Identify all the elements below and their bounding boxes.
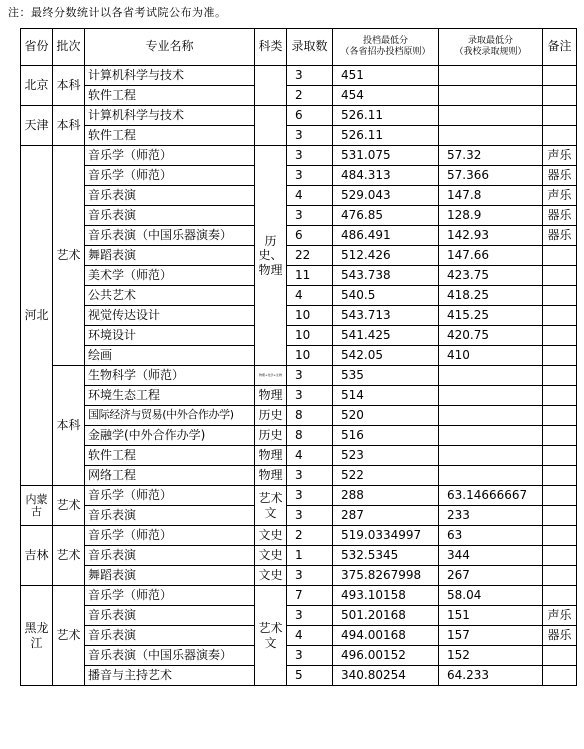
min-score-cell: 520 (333, 406, 439, 426)
table-row (21, 506, 577, 526)
remark-cell (543, 366, 577, 386)
table-row (21, 526, 577, 546)
min-score-cell: 526.11 (333, 106, 439, 126)
major-cell: 网络工程 (85, 466, 255, 486)
header-province: 省份 (21, 29, 53, 66)
admit-score-cell (439, 466, 543, 486)
remark-cell (543, 346, 577, 366)
count-cell: 3 (287, 146, 333, 166)
header-min-score-sub: （各省招办投档原则） (340, 47, 431, 57)
major-cell: 音乐表演（中国乐器演奏） (85, 646, 255, 666)
major-cell: 音乐学（师范） (85, 486, 255, 506)
count-cell: 3 (287, 486, 333, 506)
min-score-cell: 540.5 (333, 286, 439, 306)
count-cell: 1 (287, 546, 333, 566)
admit-score-cell: 415.25 (439, 306, 543, 326)
major-cell: 音乐学（师范） (85, 586, 255, 606)
remark-cell (543, 486, 577, 506)
batch-cell: 本科 (53, 366, 85, 486)
table-row (21, 106, 577, 126)
remark-cell: 器乐 (543, 166, 577, 186)
table-row (21, 626, 577, 646)
remark-cell: 声乐 (543, 186, 577, 206)
subject-cell: 物理 (255, 386, 287, 406)
min-score-cell: 543.738 (333, 266, 439, 286)
remark-cell (543, 566, 577, 586)
major-cell: 计算机科学与技术 (85, 66, 255, 86)
remark-cell (543, 306, 577, 326)
remark-cell (543, 526, 577, 546)
batch-cell: 艺术 (53, 586, 85, 686)
table-row (21, 206, 577, 226)
min-score-cell: 375.8267998 (333, 566, 439, 586)
subject-cell: 历史 (255, 426, 287, 446)
count-cell: 3 (287, 366, 333, 386)
admit-score-cell (439, 446, 543, 466)
min-score-cell: 516 (333, 426, 439, 446)
remark-cell (543, 586, 577, 606)
admit-score-cell: 58.04 (439, 586, 543, 606)
major-cell: 环境生态工程 (85, 386, 255, 406)
batch-cell: 艺术 (53, 486, 85, 526)
count-cell: 3 (287, 646, 333, 666)
count-cell: 7 (287, 586, 333, 606)
admission-score-table (20, 28, 577, 686)
province-cell-tianjin: 天津 (21, 106, 53, 146)
remark-cell: 器乐 (543, 626, 577, 646)
remark-cell (543, 426, 577, 446)
min-score-cell: 541.425 (333, 326, 439, 346)
header-row (21, 29, 577, 66)
min-score-cell: 523 (333, 446, 439, 466)
remark-cell (543, 286, 577, 306)
table-row (21, 126, 577, 146)
major-cell: 软件工程 (85, 86, 255, 106)
admit-score-cell (439, 66, 543, 86)
admit-score-cell: 147.8 (439, 186, 543, 206)
header-admit-score (439, 29, 543, 66)
header-min-score (333, 29, 439, 66)
remark-cell (543, 86, 577, 106)
count-cell: 3 (287, 206, 333, 226)
major-cell: 环境设计 (85, 326, 255, 346)
batch-cell: 艺术 (53, 526, 85, 586)
remark-cell (543, 546, 577, 566)
remark-cell (543, 406, 577, 426)
admit-score-cell: 147.66 (439, 246, 543, 266)
admit-score-cell (439, 406, 543, 426)
admit-score-cell: 63 (439, 526, 543, 546)
admit-score-cell (439, 86, 543, 106)
table-row (21, 186, 577, 206)
major-cell: 音乐学（师范） (85, 146, 255, 166)
count-cell: 3 (287, 506, 333, 526)
remark-cell: 器乐 (543, 206, 577, 226)
major-cell: 音乐表演 (85, 546, 255, 566)
remark-cell (543, 266, 577, 286)
major-cell: 音乐学（师范） (85, 526, 255, 546)
min-score-cell: 451 (333, 66, 439, 86)
admit-score-cell: 142.93 (439, 226, 543, 246)
count-cell: 3 (287, 566, 333, 586)
table-row (21, 246, 577, 266)
major-cell: 视觉传达设计 (85, 306, 255, 326)
major-cell: 播音与主持艺术 (85, 666, 255, 686)
batch-cell: 本科 (53, 106, 85, 146)
table-row (21, 406, 577, 426)
remark-cell (543, 386, 577, 406)
table-row (21, 146, 577, 166)
major-cell: 舞蹈表演 (85, 566, 255, 586)
min-score-cell: 494.00168 (333, 626, 439, 646)
table-row (21, 286, 577, 306)
admit-score-cell (439, 106, 543, 126)
major-cell: 计算机科学与技术 (85, 106, 255, 126)
remark-cell (543, 106, 577, 126)
admit-score-cell (439, 386, 543, 406)
admit-score-cell: 152 (439, 646, 543, 666)
count-cell: 2 (287, 526, 333, 546)
remark-cell (543, 466, 577, 486)
count-cell: 3 (287, 126, 333, 146)
min-score-cell: 531.075 (333, 146, 439, 166)
subject-cell (255, 66, 287, 106)
subject-cell: 物理 (255, 446, 287, 466)
count-cell: 3 (287, 386, 333, 406)
min-score-cell: 287 (333, 506, 439, 526)
remark-cell (543, 646, 577, 666)
min-score-cell: 514 (333, 386, 439, 406)
table-row (21, 346, 577, 366)
province-cell-hebei: 河北 (21, 146, 53, 486)
count-cell: 3 (287, 466, 333, 486)
subject-cell: 历史、物理 (255, 146, 287, 366)
header-remark: 备注 (543, 29, 577, 66)
batch-cell: 本科 (53, 66, 85, 106)
table-row (21, 166, 577, 186)
subject-cell: 艺术文 (255, 586, 287, 686)
admit-score-cell: 64.233 (439, 666, 543, 686)
major-cell: 音乐表演（中国乐器演奏） (85, 226, 255, 246)
table-row (21, 586, 577, 606)
min-score-cell: 529.043 (333, 186, 439, 206)
min-score-cell: 543.713 (333, 306, 439, 326)
header-batch: 批次 (53, 29, 85, 66)
count-cell: 5 (287, 666, 333, 686)
remark-cell (543, 446, 577, 466)
admit-score-cell: 410 (439, 346, 543, 366)
count-cell: 6 (287, 226, 333, 246)
admit-score-cell: 128.9 (439, 206, 543, 226)
subject-cell (255, 106, 287, 146)
header-admit-score-sub: （我校录取规则） (454, 47, 527, 57)
remark-cell: 器乐 (543, 226, 577, 246)
table-row (21, 66, 577, 86)
admit-score-cell: 63.14666667 (439, 486, 543, 506)
count-cell: 4 (287, 186, 333, 206)
remark-cell (543, 246, 577, 266)
subject-cell: 文史 (255, 546, 287, 566)
major-cell: 软件工程 (85, 446, 255, 466)
table-row (21, 486, 577, 506)
table-row (21, 606, 577, 626)
admit-score-cell: 420.75 (439, 326, 543, 346)
table-row (21, 566, 577, 586)
major-cell: 音乐表演 (85, 606, 255, 626)
province-cell-heilongjiang: 黑龙江 (21, 586, 53, 686)
admit-score-cell: 267 (439, 566, 543, 586)
min-score-cell: 542.05 (333, 346, 439, 366)
remark-cell (543, 506, 577, 526)
table-row (21, 306, 577, 326)
major-cell: 音乐学（师范） (85, 166, 255, 186)
min-score-cell: 486.491 (333, 226, 439, 246)
remark-cell (543, 66, 577, 86)
major-cell: 公共艺术 (85, 286, 255, 306)
min-score-cell: 501.20168 (333, 606, 439, 626)
count-cell: 3 (287, 66, 333, 86)
table-row (21, 266, 577, 286)
min-score-cell: 496.00152 (333, 646, 439, 666)
count-cell: 3 (287, 166, 333, 186)
remark-cell (543, 126, 577, 146)
min-score-cell: 522 (333, 466, 439, 486)
min-score-cell: 484.313 (333, 166, 439, 186)
subject-cell: 文史 (255, 566, 287, 586)
table-row (21, 226, 577, 246)
header-admit-score-title: 录取最低分 (467, 35, 513, 46)
major-cell: 金融学(中外合作办学) (85, 426, 255, 446)
subject-cell: 历史 (255, 406, 287, 426)
province-cell-neimenggu: 内蒙古 (21, 486, 53, 526)
min-score-cell: 532.5345 (333, 546, 439, 566)
table-row (21, 326, 577, 346)
remark-cell (543, 326, 577, 346)
count-cell: 10 (287, 346, 333, 366)
admit-score-cell (439, 366, 543, 386)
table-row (21, 86, 577, 106)
min-score-cell: 454 (333, 86, 439, 106)
count-cell: 4 (287, 626, 333, 646)
count-cell: 4 (287, 446, 333, 466)
admit-score-cell (439, 126, 543, 146)
major-cell: 音乐表演 (85, 626, 255, 646)
min-score-cell: 519.0334997 (333, 526, 439, 546)
major-cell: 软件工程 (85, 126, 255, 146)
province-cell-jilin: 吉林 (21, 526, 53, 586)
province-cell-beijing: 北京 (21, 66, 53, 106)
header-major: 专业名称 (85, 29, 255, 66)
admit-score-cell: 151 (439, 606, 543, 626)
table-row (21, 666, 577, 686)
count-cell: 2 (287, 86, 333, 106)
major-cell: 美术学（师范） (85, 266, 255, 286)
min-score-cell: 512.426 (333, 246, 439, 266)
min-score-cell: 476.85 (333, 206, 439, 226)
major-cell: 音乐表演 (85, 206, 255, 226)
admit-score-cell: 423.75 (439, 266, 543, 286)
min-score-cell: 493.10158 (333, 586, 439, 606)
major-cell: 音乐表演 (85, 186, 255, 206)
subject-cell: 艺术文 (255, 486, 287, 526)
count-cell: 11 (287, 266, 333, 286)
admit-score-cell (439, 426, 543, 446)
major-cell: 绘画 (85, 346, 255, 366)
min-score-cell: 340.80254 (333, 666, 439, 686)
min-score-cell: 288 (333, 486, 439, 506)
admit-score-cell: 418.25 (439, 286, 543, 306)
count-cell: 3 (287, 606, 333, 626)
count-cell: 22 (287, 246, 333, 266)
min-score-cell: 535 (333, 366, 439, 386)
subject-cell: 物理+化学+生物 (255, 366, 287, 386)
table-row (21, 426, 577, 446)
count-cell: 8 (287, 406, 333, 426)
table-row (21, 366, 577, 386)
table-row (21, 646, 577, 666)
table-note: 注：最终分数统计以各省考试院公布为准。 (8, 6, 227, 19)
remark-cell: 声乐 (543, 606, 577, 626)
admit-score-cell: 233 (439, 506, 543, 526)
header-count: 录取数 (287, 29, 333, 66)
table-row (21, 466, 577, 486)
admit-score-cell: 157 (439, 626, 543, 646)
major-cell: 生物科学（师范） (85, 366, 255, 386)
count-cell: 10 (287, 326, 333, 346)
batch-cell: 艺术 (53, 146, 85, 366)
count-cell: 10 (287, 306, 333, 326)
admit-score-cell: 57.32 (439, 146, 543, 166)
subject-cell: 文史 (255, 526, 287, 546)
table-row (21, 386, 577, 406)
count-cell: 8 (287, 426, 333, 446)
major-cell: 音乐表演 (85, 506, 255, 526)
admit-score-cell: 57.366 (439, 166, 543, 186)
major-cell: 舞蹈表演 (85, 246, 255, 266)
subject-cell: 物理 (255, 466, 287, 486)
table-row (21, 546, 577, 566)
header-min-score-title: 投档最低分 (362, 35, 408, 46)
major-cell: 国际经济与贸易(中外合作办学) (85, 406, 255, 426)
count-cell: 6 (287, 106, 333, 126)
count-cell: 4 (287, 286, 333, 306)
remark-cell: 声乐 (543, 146, 577, 166)
remark-cell (543, 666, 577, 686)
table-row (21, 446, 577, 466)
min-score-cell: 526.11 (333, 126, 439, 146)
admit-score-cell: 344 (439, 546, 543, 566)
header-subject: 科类 (255, 29, 287, 66)
